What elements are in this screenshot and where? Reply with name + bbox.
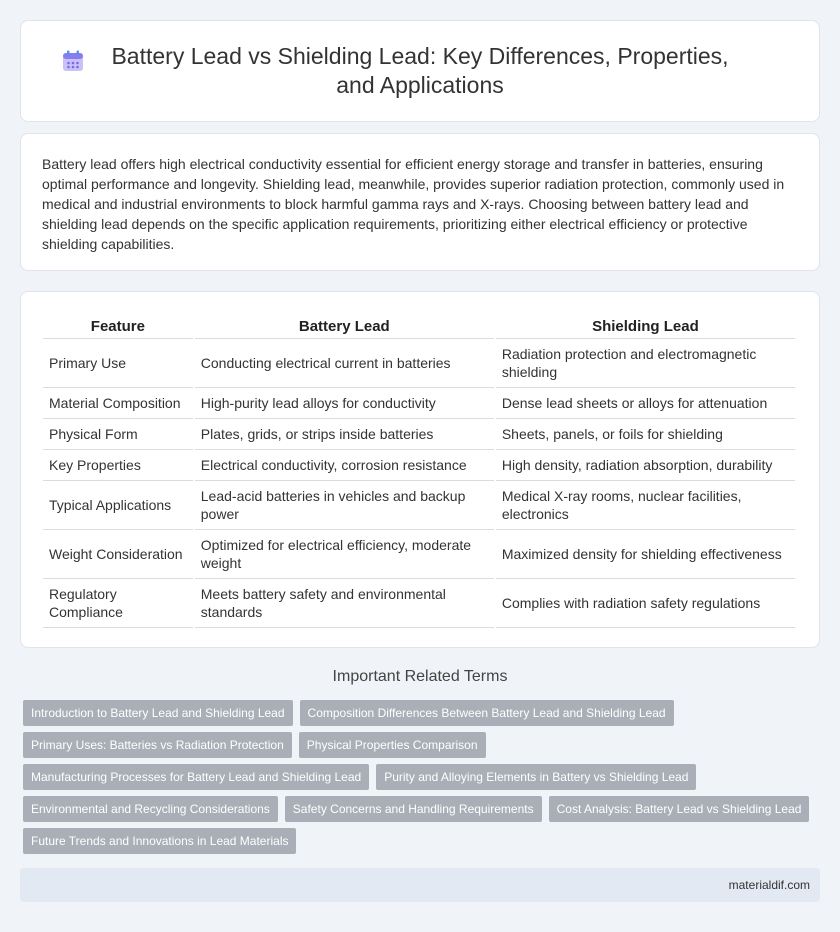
row-battery-lead: High-purity lead alloys for conductivity <box>195 388 494 419</box>
row-battery-lead: Meets battery safety and environmental standards <box>195 579 494 628</box>
table-row <box>43 579 795 628</box>
row-shielding-lead: High density, radiation absorption, durability <box>496 450 795 481</box>
related-terms-title: Important Related Terms <box>332 668 508 685</box>
related-term-tag[interactable]: Introduction to Battery Lead and Shielding Lead <box>23 700 293 726</box>
row-shielding-lead: Medical X-ray rooms, nuclear facilities, electronics <box>496 481 795 530</box>
table-row <box>43 450 795 481</box>
footer <box>20 868 820 902</box>
related-term-tag[interactable]: Purity and Alloying Elements in Battery vs Shielding Lead <box>376 764 696 790</box>
row-battery-lead: Lead-acid batteries in vehicles and backup power <box>195 481 494 530</box>
row-shielding-lead: Complies with radiation safety regulations <box>496 579 795 628</box>
row-feature: Key Properties <box>43 450 193 481</box>
table-row <box>43 530 795 579</box>
row-feature: Typical Applications <box>43 481 193 530</box>
row-feature: Regulatory Compliance <box>43 579 193 628</box>
related-term-tag[interactable]: Composition Differences Between Battery Lead and Shielding Lead <box>300 700 674 726</box>
intro-card <box>20 133 820 271</box>
related-term-tag[interactable]: Future Trends and Innovations in Lead Materials <box>23 828 296 854</box>
related-term-tag[interactable]: Environmental and Recycling Considerations <box>23 796 278 822</box>
row-battery-lead: Conducting electrical current in batteries <box>195 339 494 388</box>
comparison-table-card <box>20 291 820 648</box>
row-shielding-lead: Dense lead sheets or alloys for attenuation <box>496 388 795 419</box>
intro-paragraph: Battery lead offers high electrical conductivity essential for efficient energy storage and transfer in batteries, ensuring optimal performance and longevity. Shielding lead, meanwhile, provides superior radiation protection, commonly used in medical and industrial environments to block harmful gamma rays and X-rays. Choosing between battery lead and shielding lead depends on the specific application requirements, prioritizing either electrical efficiency or protective shielding capabilities. <box>42 156 785 252</box>
row-feature: Primary Use <box>43 339 193 388</box>
related-term-tag[interactable]: Primary Uses: Batteries vs Radiation Protection <box>23 732 292 758</box>
row-battery-lead: Optimized for electrical efficiency, moderate weight <box>195 530 494 579</box>
table-row <box>43 419 795 450</box>
row-feature: Material Composition <box>43 388 193 419</box>
title-card <box>20 20 820 122</box>
row-battery-lead: Plates, grids, or strips inside batteries <box>195 419 494 450</box>
related-terms-list <box>23 700 813 854</box>
page-title: Battery Lead vs Shielding Lead: Key Differences, Properties, and Applications <box>111 43 729 98</box>
table-row <box>43 339 795 388</box>
related-term-tag[interactable]: Manufacturing Processes for Battery Lead and Shielding Lead <box>23 764 369 790</box>
related-term-tag[interactable]: Cost Analysis: Battery Lead vs Shielding Lead <box>549 796 810 822</box>
row-shielding-lead: Sheets, panels, or foils for shielding <box>496 419 795 450</box>
related-term-tag[interactable]: Physical Properties Comparison <box>299 732 486 758</box>
footer-site-link[interactable]: materialdif.com <box>728 878 810 892</box>
header-feature: Feature <box>43 314 193 339</box>
row-feature: Physical Form <box>43 419 193 450</box>
table-header-row <box>43 314 795 339</box>
header-battery-lead: Battery Lead <box>195 314 494 339</box>
row-feature: Weight Consideration <box>43 530 193 579</box>
row-shielding-lead: Radiation protection and electromagnetic shielding <box>496 339 795 388</box>
row-shielding-lead: Maximized density for shielding effectiveness <box>496 530 795 579</box>
comparison-table <box>41 314 797 628</box>
related-term-tag[interactable]: Safety Concerns and Handling Requirements <box>285 796 542 822</box>
table-row <box>43 481 795 530</box>
table-row <box>43 388 795 419</box>
header-shielding-lead: Shielding Lead <box>496 314 795 339</box>
row-battery-lead: Electrical conductivity, corrosion resistance <box>195 450 494 481</box>
